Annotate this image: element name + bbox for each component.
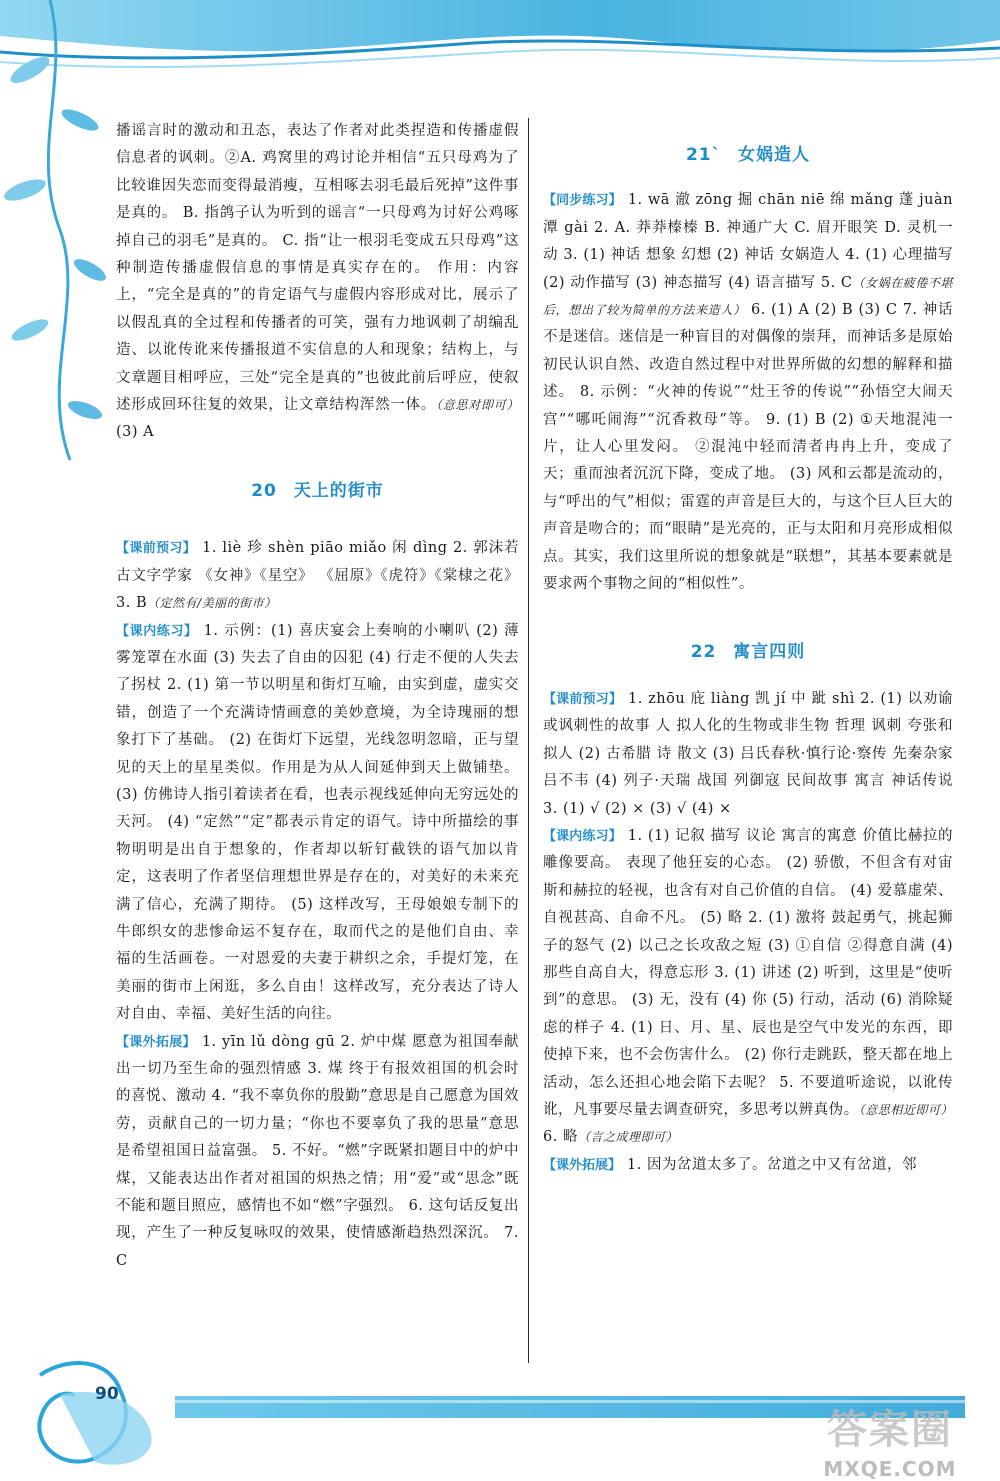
preview-tag-22: 【课前预习】 <box>543 691 623 707</box>
sync-tag: 【同步练习】 <box>543 193 622 209</box>
page-number: 90 <box>95 1384 119 1404</box>
practice-block-22: 【课内练习】 1. (1) 记叙 描写 议论 寓言的寓意 价值比赫拉的雕像要高。 表现了他狂妄的心态。 (2) 骄傲，不但含有对宙斯和赫拉的轻视，也含有对自己价值的自信。 (4) 爱慕虚荣、自视甚高、自命不凡。 (5) 略 2. (1) 激将 鼓起勇气，挑起狮子的怒气 (2) 以己之长攻敌之短 (3) ①自信 ②得意自满 (4) 那些自高自大，得意忘形 3. (1) 讲述 (2) 听到，这里是“使听到”的意思。 (3) 无，没有 (4) 你 (5) 行动，活动 (6) 消除疑虑的样子 4. (1) 日、月、星、辰也是空气中发光的东西，即使掉下来，也不会伤害什么。 (2) 你行走跳跃，整天都在地上活动，怎么还担心地会陷下去呢？ 5. 不要道听途说，以讹传讹，凡事要尽量去调查研究，多思考以辨真伪。（意思相近即可） 6. 略（言之成理即可） <box>543 827 953 1146</box>
section-title-20: 20 天上的街市 <box>251 480 384 501</box>
extension-block-22: 【课外拓展】 1. 因为岔道太多了。岔道之中又有岔道，邻 <box>543 1156 917 1173</box>
practice-block: 【课内练习】 1. 示例：(1) 喜庆宴会上奏响的小喇叭 (2) 薄雾笼罩在水面 (3) 失去了自由的囚犯 (4) 行走不便的人失去了拐杖 2. (1) 第一节以明星和街灯互喻，由实到虚，虚实交错，创造了一个充满诗情画意的美妙意境，为全诗瑰丽的想象打下了基础。 (2) 在街灯下远望，光线忽明忽暗，正与望见的天上的星星类似。作用是为从人间延伸到天上做铺垫。 (3) 仿佛诗人指引着读者在看，也表示视线延伸向无穷远处的天河。 (4) “定然”“定”都表示肯定的语气。诗中所描绘的事物明明是出自于想象的，作者却以斩钉截铁的语气加以肯定，这表明了作者坚信理想世界是存在的，对美好的未来充满了信心，充满了期待。 (5) 这样改写，王母娘娘专制下的牛郎织女的悲惨命运不复存在，取而代之的是他们自由、幸福的生活画卷。一对恩爱的夫妻于耕织之余，手提灯笼，在美丽的街市上闲逛，多么自由！这样改写，充分表达了诗人对自由、幸福、美好生活的向往。 <box>116 622 519 1023</box>
preview-block: 【课前预习】 1. liè 珍 shèn piāo miǎo 闲 dìng 2. 郭沫若 古文字学家 《女神》《星空》 《屈原》《虎符》《棠棣之花》 3. B（定然有/美丽的街市） <box>116 540 519 612</box>
practice-tag: 【课内练习】 <box>116 623 198 639</box>
preview-tag: 【课前预习】 <box>116 541 197 557</box>
extension-tag: 【课外拓展】 <box>116 1034 196 1050</box>
right-column <box>543 118 953 1179</box>
vine-decoration <box>0 0 120 470</box>
extension-tag-22: 【课外拓展】 <box>543 1157 622 1173</box>
top-decorative-band <box>0 0 1000 90</box>
section-title-21: 21ˋ 女娲造人 <box>685 145 811 165</box>
sync-practice-block: 【同步练习】 1. wā 澈 zōng 掘 chān niē 绵 mǎng 蓬 juàn 潭 gài 2. A. 莽莽榛榛 B. 神通广大 C. 眉开眼笑 D. 灵机一动 3. (1) 神话 想象 幻想 (2) 神话 女娲造人 4. (1) 心理描写 (2) 动作描写 (3) 神态描写 (4) 语言描写 5. C（女娲在疲倦不堪后，想出了较为简单的方法来造人） 6. (1) A (2) B (3) C 7. 神话不是迷信。迷信是一种盲目的对偶像的崇拜，而神话多是原始初民认识自然、改造自然过程中对世界所做的幻想的解释和描述。 8. 示例：“火神的传说”“灶王爷的传说”“孙悟空大闹天宫”“哪吒闹海”“沉香救母”等。 9. (1) B (2) ①天地混沌一片，让人心里发闷。 ②混沌中轻而清者冉冉上升，变成了天；重而浊者沉沉下降，变成了地。 (3) 风和云都是流动的，与“呼出的气”相似；雷霆的声音是巨大的，与这个巨人巨大的声音是吻合的；而“眼睛”是光亮的，正与太阳和月亮形成相似点。其实，我们这里所说的想象就是“联想”，其基本要素就是要求两个事物之间的“相似性”。 <box>543 192 953 593</box>
section-title-22: 22 寓言四则 <box>690 641 806 662</box>
answer-paragraph: 播谣言时的激动和丑态，表达了作者对此类捏造和传播虚假信息者的讽刺。②A. 鸡窝里的鸡讨论并相信“五只母鸡为了比较谁因失恋而变得最消瘦，互相啄去羽毛最后死掉”这件事是真的。 B. 指鸽子认为听到的谣言“一只母鸡为讨好公鸡啄掉自己的羽毛”是真的。 C. 指“让一根羽毛变成五只母鸡”这种制造传播虚假信息的事情是真实存在的。 作用：内容上，“完全是真的”的肯定语气与虚假内容形成对比，展示了以假乱真的全过程和传播者的可笑，强有力地讽刺了胡编乱造、以讹传讹来传播报道不实信息的人和现象；结构上，与文章题目相呼应，三处“完全是真的”也彼此前后呼应，使叙述形成回环往复的效果，让文章结构浑然一体。（意思对即可） (3) A <box>116 123 519 441</box>
left-column <box>116 118 519 1275</box>
practice-tag-22: 【课内练习】 <box>543 828 622 844</box>
watermark-brand: 答案圈 <box>827 1407 953 1453</box>
watermark <box>790 1398 990 1481</box>
extension-block: 【课外拓展】 1. yīn lǔ dòng gū 2. 炉中煤 愿意为祖国奉献出一切乃至生命的强烈情感 3. 煤 终于有报效祖国的机会时的喜悦、激动 4. “我不辜负你的殷勤”意思是自己愿意为国效劳，贡献自己的一切力量；“你也不要辜负了我的思量”意思是希望祖国日益富强。 5. 不好。“燃”字既紧扣题目中的炉中煤，又能表达出作者对祖国的炽热之情；用“爱”或“思念”既不能和题目照应，感情也不如“燃”字强烈。 6. 这句话反复出现，产生了一种反复咏叹的效果，使情感渐趋热烈深沉。 7. C <box>116 1033 519 1269</box>
column-divider <box>528 118 529 1363</box>
preview-block-22: 【课前预习】 1. zhōu 庇 liàng 凯 jí 中 跐 shì 2. (1) 以劝谕或讽刺性的故事 人 拟人化的生物或非生物 哲理 讽刺 夸张和拟人 (2) 古希腊 诗 散文 (3) 吕氏春秋·慎行论·察传 先秦杂家 吕不韦 (4) 列子·天瑞 战国 列御寇 民间故事 寓言 神话传说 3. (1) √ (2) × (3) √ (4) × <box>543 690 953 817</box>
watermark-site: MXQE.COM <box>823 1457 957 1481</box>
